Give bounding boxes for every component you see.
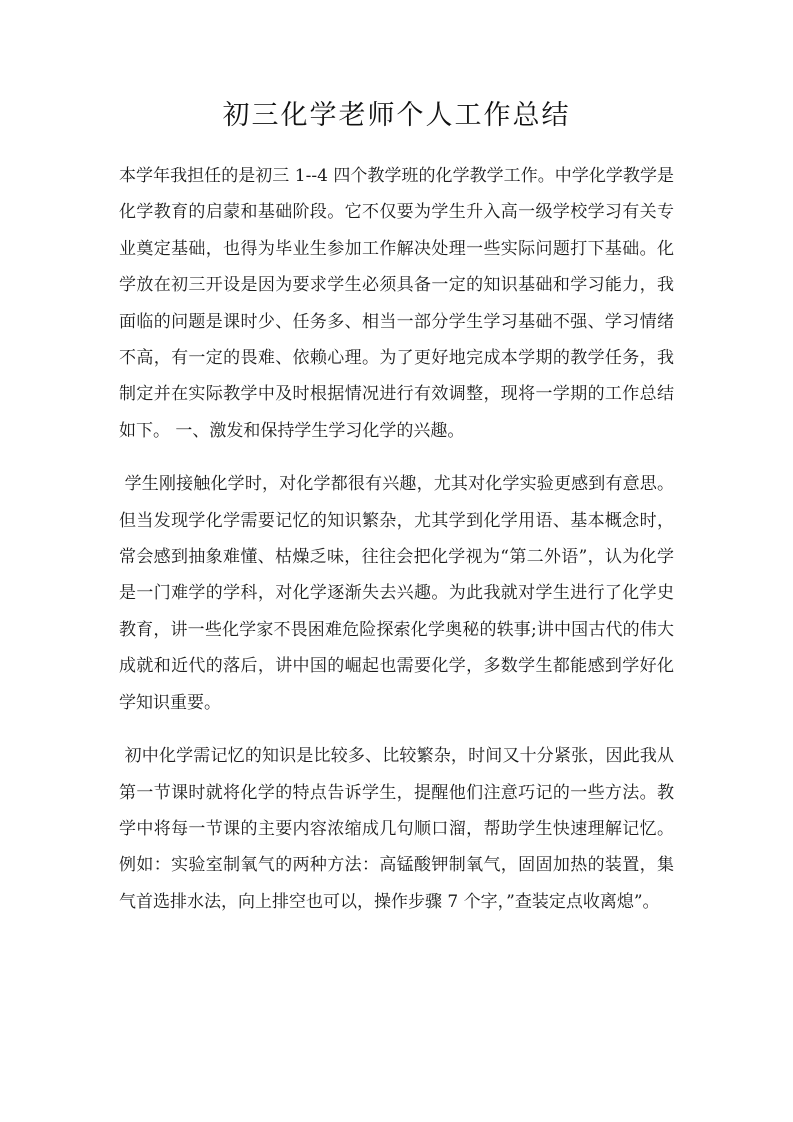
paragraph-interest: 学生刚接触化学时，对化学都很有兴趣，尤其对化学实验更感到有意思。但当发现学化学需要记忆的知识繁杂，尤其学到化学用语、基本概念时，常会感到抽象难懂、枯燥乏味，往往会把化学视为“第二外语”，认为化学是一门难学的学科，对化学逐渐失去兴趣。为此我就对学生进行了化学史教育，讲一些化学家不畏困难危险探索化学奥秘的轶事;讲中国古代的伟大成就和近代的落后，讲中国的崛起也需要化学，多数学生都能感到学好化学知识重要。 [119, 474, 675, 713]
paragraph-memory-methods: 初中化学需记忆的知识是比较多、比较繁杂，时间又十分紧张，因此我从第一节课时就将化学的特点告诉学生，提醒他们注意巧记的一些方法。教学中将每一节课的主要内容浓缩成几句顺口溜，帮助学生快速理解记忆。例如：实验室制氧气的两种方法：高锰酸钾制氧气，固固加热的装置，集气首选排水法，向上排空也可以，操作步骤 7 个字，”查装定点收离熄”。 [119, 746, 675, 912]
paragraph-intro: 本学年我担任的是初三 1--4 四个教学班的化学教学工作。中学化学教学是化学教育的启蒙和基础阶段。它不仅要为学生升入高一级学校学习有关专业奠定基础，也得为毕业生参加工作解决处理一些实际问题打下基础。化学放在初三开设是因为要求学生必须具备一定的知识基础和学习能力，我面临的问题是课时少、任务多、相当一部分学生学习基础不强、学习情绪不高，有一定的畏难、依赖心理。为了更好地完成本学期的教学任务，我制定并在实际教学中及时根据情况进行有效调整，现将一学期的工作总结如下。 一、激发和保持学生学习化学的兴趣。 [119, 166, 674, 441]
document-title: 初三化学老师个人工作总结 [222, 100, 571, 131]
document-body [119, 158, 674, 920]
